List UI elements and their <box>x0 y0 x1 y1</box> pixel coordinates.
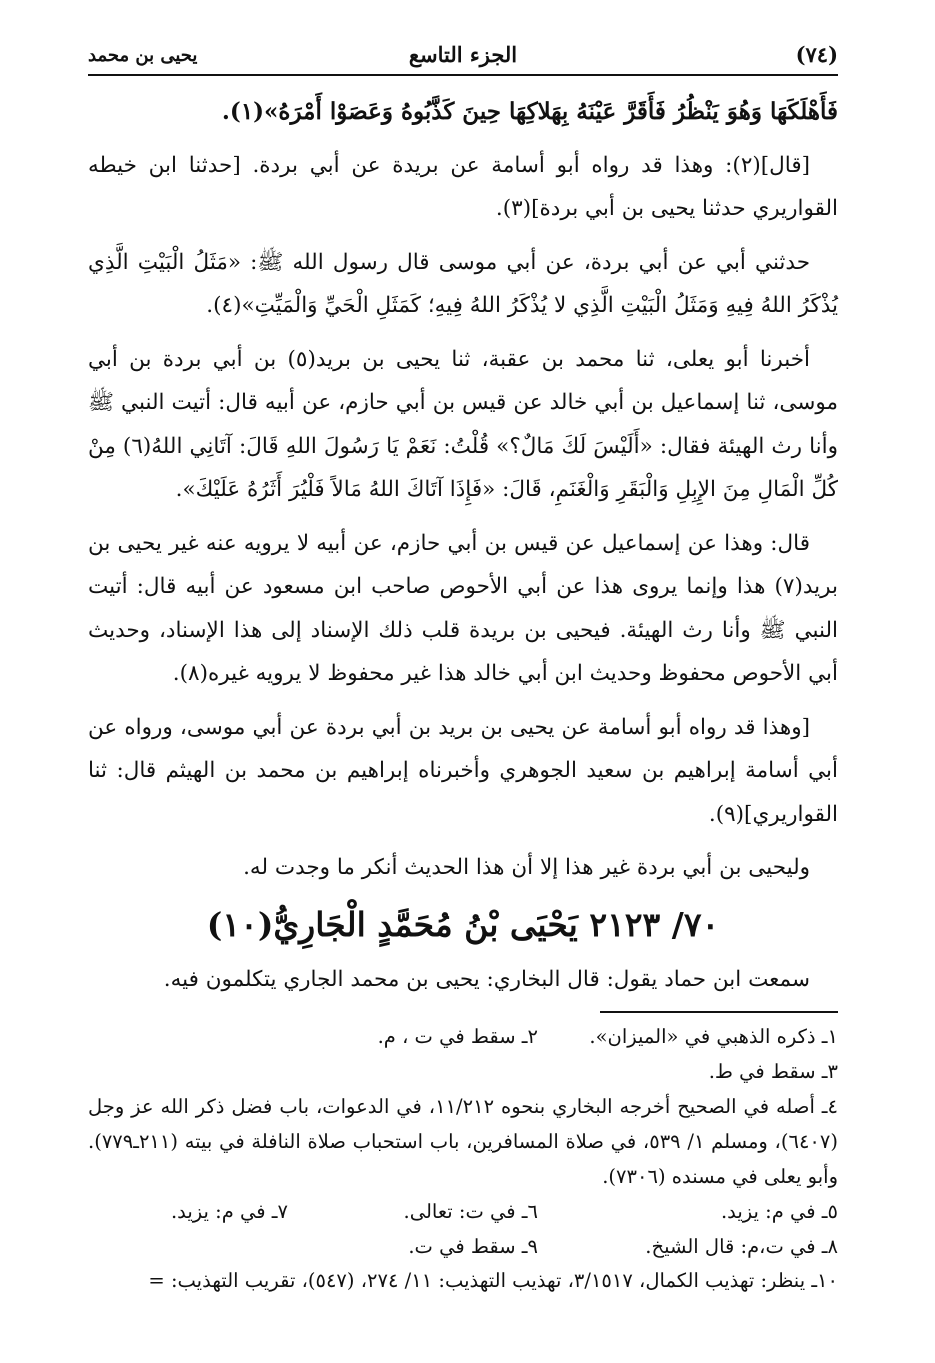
footnote-row <box>88 1019 838 1054</box>
footnote-separator <box>600 1011 838 1013</box>
paragraph-1: فَأَهْلَكَهَا وَهُوَ يَنْظُرُ فَأَقَرَّ عَيْنَهُ بِهَلاكِهَا حِينَ كَذَّبُوهُ وَعَصَوْا أَمْرَهُ»(١). <box>221 98 838 125</box>
footnote-2: ٢ـ سقط في ت ، م. <box>377 1025 538 1048</box>
entry-heading: ٧٠/ ٢١٢٣ يَحْيَى بْنُ مُحَمَّدٍ الْجَارِيُّ(١٠) <box>206 904 720 944</box>
paragraph-3: حدثني أبي عن أبي بردة، عن أبي موسى قال رسول الله ﷺ: «مَثَلُ الْبَيْتِ الَّذِي يُذْكَرُ اللهُ فِيهِ وَمَثَلُ الْبَيْتِ الَّذِي لا يُذْكَرُ اللهُ فِيهِ؛ كَمَثَلِ الْحَيِّ وَالْمَيِّتِ»(٤). <box>88 249 838 318</box>
footnote-10: ١٠ـ ينظر: تهذيب الكمال، ٣/١٥١٧، تهذيب التهذيب: ١١/ ٢٧٤، (٥٤٧)، تقريب التهذيب: = <box>148 1269 838 1292</box>
footnote-row <box>88 1194 838 1229</box>
main-text <box>88 90 838 1001</box>
footnote-7: ٧ـ في م: يزيد. <box>170 1200 288 1223</box>
footnote-3: ٣ـ سقط في ط. <box>708 1060 838 1083</box>
footnote-9: ٩ـ سقط في ت. <box>408 1235 538 1258</box>
running-name: يحيى بن محمد <box>88 45 198 66</box>
paragraph-5: قال: وهذا عن إسماعيل عن قيس بن أبي حازم، عن أبيه لا يرويه عنه غير يحيى بن بريد(٧) هذا وإنما يروى هذا عن أبي الأحوص صاحب ابن مسعود عن أبيه قال: أتيت النبي ﷺ وأنا رث الهيئة. فيحيى بن بريدة قلب ذلك الإسناد إلى هذا الإسناد، وحديث أبي الأحوص محفوظ وحديث ابن أبي خالد هذا غير محفوظ لا يرويه غيره(٨). <box>88 530 838 686</box>
volume-title: الجزء التاسع <box>408 42 518 67</box>
paragraph-7: وليحيى بن أبي بردة غير هذا إلا أن هذا الحديث أنكر ما وجدت له. <box>243 855 810 880</box>
entry-text: سمعت ابن حماد يقول: قال البخاري: يحيى بن محمد الجاري يتكلمون فيه. <box>163 966 810 992</box>
paragraph-2: [قال](٢): وهذا قد رواه أبو أسامة عن بريدة عن أبي بردة. [حدثنا ابن خيطه القواريري حدثنا يحيى بن أبي بردة](٣). <box>88 152 838 221</box>
page-header <box>88 36 838 76</box>
page-number: (٧٤) <box>795 42 838 67</box>
document-page <box>88 36 838 1298</box>
footnote-1: ١ـ ذكره الذهبي في «الميزان». <box>589 1025 838 1048</box>
footnote-8: ٨ـ في ت،م: قال الشيخ. <box>645 1235 838 1258</box>
footnote-4: ٤ـ أصله في الصحيح أخرجه البخاري بنحوه ١١/٢١٢، في الدعوات، باب فضل ذكر الله عز وجل (٦٤٠٧)، ومسلم ١/ ٥٣٩، في صلاة المسافرين، باب استحباب صلاة النافلة في بيته (٢١١ـ٧٧٩). وأبو يعلى في مسنده (٧٣٠٦). <box>88 1095 838 1188</box>
footnote-5: ٥ـ في م: يزيد. <box>720 1200 838 1223</box>
footnote-6: ٦ـ في ت: تعالى. <box>403 1200 538 1223</box>
footnote-row <box>88 1229 838 1264</box>
paragraph-4: أخبرنا أبو يعلى، ثنا محمد بن عقبة، ثنا يحيى بن بريد(٥) بن أبي بردة بن أبي موسى، ثنا إسماعيل بن أبي خالد عن قيس بن أبي حازم، عن أبيه قال: أتيت النبي ﷺ وأنا رث الهيئة فقال: «أَلَيْسَ لَكَ مَالٌ؟» قُلْتُ: نَعَمْ يَا رَسُولَ اللهِ قَالَ: آتَانِي اللهُ(٦) مِنْ كُلِّ الْمَالِ مِنَ الإِبِلِ وَالْبَقَرِ وَالْغَنَمِ، قَالَ: «فَإِذَا آتَاكَ اللهُ مَالاً فَلْيُرَ أَثَرُهُ عَلَيْكَ». <box>88 346 838 502</box>
footnotes <box>88 1019 838 1298</box>
paragraph-6: [وهذا قد رواه أبو أسامة عن يحيى بن بريد بن أبي بردة عن أبي موسى، ورواه عن أبي أسامة إبراهيم بن سعيد الجوهري وأخبرناه إبراهيم بن محمد بن الهيثم قال: ثنا القواريري](٩). <box>88 714 838 827</box>
